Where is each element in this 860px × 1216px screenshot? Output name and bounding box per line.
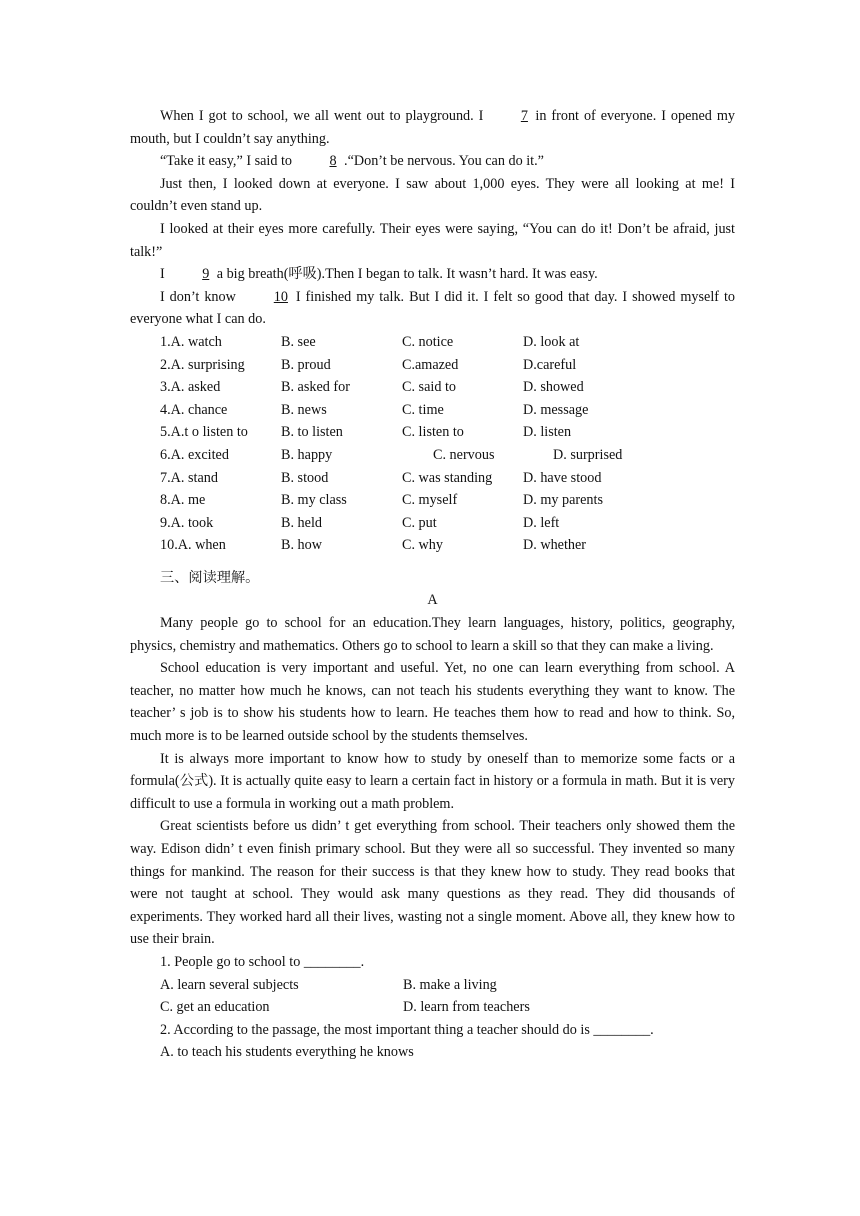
option-row-7 [130, 467, 735, 490]
option-a: 6.A. excited [160, 446, 229, 463]
option-c: C. put [402, 514, 437, 531]
option-a: 10.A. when [160, 537, 226, 554]
option-b: B. held [281, 514, 322, 531]
answer-blank-9: 9 [202, 266, 210, 283]
story-paragraph-3: Just then, I looked down at everyone. I saw about 1,000 eyes. They were all looking at me! I couldn’t even stand up. [130, 175, 735, 215]
option-b: B. see [281, 333, 316, 350]
option-b: B. news [281, 401, 327, 418]
option-c: C. was standing [402, 469, 493, 486]
option-row-4 [130, 399, 735, 422]
option-a: 8.A. me [160, 492, 206, 509]
option-row-10 [130, 534, 735, 557]
option-d: D. look at [523, 333, 580, 350]
answer-blank-10: 10 [273, 288, 288, 305]
option-b: B. asked for [281, 379, 350, 396]
option-row-9 [130, 512, 735, 535]
option-c: C. nervous [433, 446, 495, 463]
option-d: D. whether [523, 537, 587, 554]
option-row-1 [130, 331, 735, 354]
question-1-options-row-1 [130, 974, 735, 997]
story-paragraph-1 [130, 105, 735, 150]
text: I don’t know [160, 288, 236, 305]
text: I [160, 266, 165, 283]
option-c: C. notice [402, 333, 454, 350]
document-content [130, 105, 735, 1064]
option-d: D. showed [523, 379, 584, 396]
answer-c: C. get an education [160, 999, 270, 1016]
passage-paragraph-4: Great scientists before us didn’ t get everything from school. Their teachers only showed them the way. Edison didn’ t even finish primary school. But they were all so successful. They invented so many things for mankind. The reason for their success is that they knew how to study. They read books that were not taught at school. They would ask many questions as they read. They did thousands of experiments. They worked hard all their lives, wasting not a single moment. Above all, they knew how to use their brain. [130, 818, 735, 948]
answer-blank-8: 8 [329, 153, 337, 170]
question-2-stem: 2. According to the passage, the most important thing a teacher should do is ________. [160, 1021, 654, 1038]
option-row-5 [130, 421, 735, 444]
question-1-options-row-2 [130, 996, 735, 1019]
option-a: 2.A. surprising [160, 356, 245, 373]
option-d: D. surprised [553, 446, 623, 463]
question-2-options-row-1 [130, 1041, 735, 1064]
option-row-8 [130, 489, 735, 512]
option-c: C.amazed [402, 356, 459, 373]
answer-a: A. learn several subjects [160, 976, 299, 993]
option-a: 7.A. stand [160, 469, 218, 486]
options-table [130, 331, 735, 557]
passage-paragraph-1: Many people go to school for an education.They learn languages, history, politics, geography, physics, chemistry and mathematics. Others go to school to learn a skill so that they can make a living. [130, 615, 735, 654]
option-d: D. have stood [523, 469, 602, 486]
answer-d: D. learn from teachers [403, 999, 530, 1016]
option-d: D. listen [523, 424, 572, 441]
option-row-3 [130, 376, 735, 399]
story-paragraph-5 [130, 263, 735, 286]
story-paragraph-4: I looked at their eyes more carefully. Their eyes were saying, “You can do it! Don’t be afraid, just talk!” [130, 220, 735, 260]
option-a: 3.A. asked [160, 379, 221, 396]
option-a: 9.A. took [160, 514, 214, 531]
option-b: B. happy [281, 446, 333, 463]
passage-label: A [427, 592, 438, 609]
option-d: D.careful [523, 356, 577, 373]
answer-blank-7: 7 [520, 108, 528, 124]
passage-paragraph-2: School education is very important and useful. Yet, no one can learn everything from school. A teacher, no matter how much he knows, can not teach his students everything they want to know. The teacher’ s job is to show his students how to learn. He teaches them how to read and how to think. So, much more is to be learned outside school by the students themselves. [130, 660, 735, 745]
story-paragraph-2 [130, 150, 735, 173]
option-c: C. myself [402, 492, 458, 509]
option-a: 4.A. chance [160, 401, 228, 418]
option-row-2 [130, 354, 735, 377]
option-c: C. time [402, 401, 444, 418]
answer-b: B. make a living [403, 976, 497, 993]
option-b: B. how [281, 537, 322, 554]
text: a big breath(呼吸).Then I began to talk. It wasn’t hard. It was easy. [216, 266, 598, 283]
option-a: 1.A. watch [160, 333, 222, 350]
option-c: C. said to [402, 379, 456, 396]
option-b: B. stood [281, 469, 329, 486]
option-row-6 [130, 444, 735, 467]
story-paragraph-6 [130, 286, 735, 331]
option-d: D. message [523, 401, 589, 418]
option-d: D. left [523, 514, 560, 531]
passage-paragraph-3: It is always more important to know how to study by oneself than to memorize some facts or a formula(公式). It is actually quite easy to learn a certain fact in history or a formula in math. But it is very difficult to use a formula in working out a math problem. [130, 750, 735, 812]
text: in front of everyone. I opened my mouth, but I couldn’t say anything. [130, 108, 736, 147]
text: “Take it easy,” I said to [160, 153, 293, 170]
option-d: D. my parents [523, 492, 603, 509]
question-1-stem: 1. People go to school to ________. [160, 953, 365, 970]
option-c: C. listen to [402, 424, 464, 441]
option-b: B. to listen [281, 424, 343, 441]
option-c: C. why [402, 537, 443, 554]
text: I finished my talk. But I did it. I felt so good that day. I showed myself to everyone what I can do. [130, 288, 735, 328]
section-heading: 三、阅读理解。 [160, 569, 260, 586]
option-b: B. proud [281, 356, 331, 373]
option-a: 5.A.t o listen to [160, 424, 248, 441]
text: .“Don’t be nervous. You can do it.” [344, 153, 544, 170]
text: When I got to school, we all went out to playground. I [160, 108, 484, 124]
answer-a: A. to teach his students everything he knows [160, 1044, 414, 1061]
option-b: B. my class [281, 492, 347, 509]
